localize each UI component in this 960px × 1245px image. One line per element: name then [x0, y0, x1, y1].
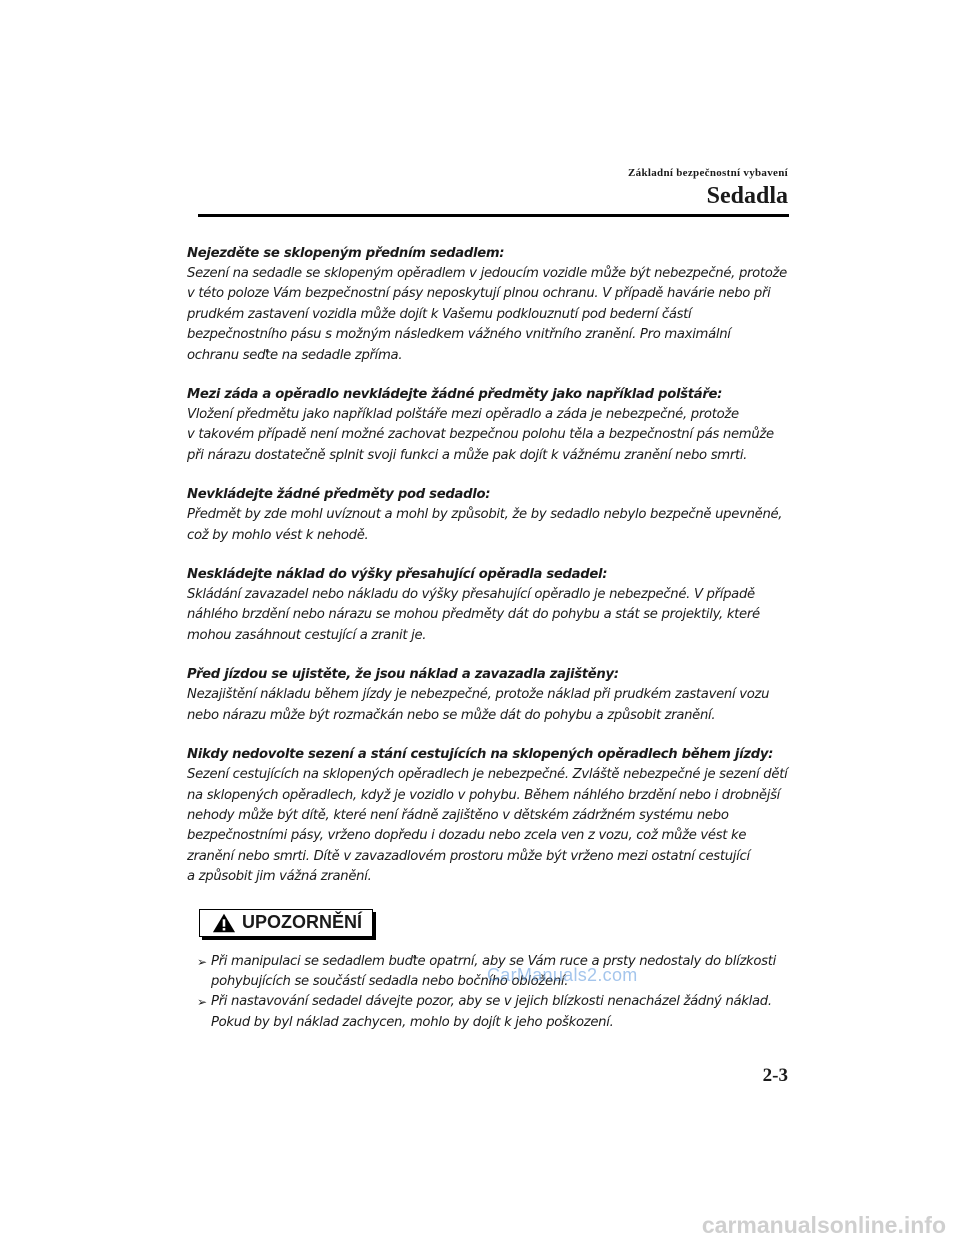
caution-bullet [197, 992, 797, 1012]
main-content [187, 244, 797, 1033]
warning-text-line: což by mohlo vést k nehodě. [187, 527, 369, 543]
watermark-overlay: CarManuals2.com [487, 965, 638, 985]
warning-text-line: mohou zasáhnout cestující a zranit je. [187, 627, 427, 643]
caution-bullet-text: Při manipulaci se sedadlem buďte opatrní, aby se Vám ruce a prsty nedostaly do blízkosti [211, 953, 776, 969]
warning-text-line: ochranu seďte na sedadle zpříma. [187, 347, 403, 363]
warning-text-line: v této poloze Vám bezpečnostní pásy neposkytují plnou ochranu. V případě havárie nebo při [187, 286, 771, 302]
warning-heading: Před jízdou se ujistěte, že jsou náklad a zavazadla zajištěny: [187, 667, 619, 683]
warning-text-line: na sklopených opěradlech, když je vozidlo v pohybu. Během náhlého brzdění nebo i drobnější [187, 787, 781, 803]
warning-text-line: prudkém zastavení vozidla může dojít k Vašemu podklouznutí pod bederní částí [187, 306, 692, 322]
warning-text-line: Vložení předmětu jako například polštáře mezi opěradlo a záda je nebezpečné, protože [187, 407, 739, 423]
warning-block [187, 385, 797, 466]
arrow-bullet-icon: ➢ [197, 995, 208, 1010]
caution-bullet-text: Při nastavování sedadel dávejte pozor, aby se v jejich blízkosti nenacházel žádný náklad. [211, 994, 772, 1010]
caution-label: UPOZORNĚNÍ [241, 912, 362, 933]
warning-text-line: nehody může být dítě, které není řádně zajištěno v dětském zádržném systému nebo [187, 807, 729, 823]
warning-heading: Nevkládejte žádné předměty pod sedadlo: [187, 487, 491, 503]
caution-bullet-text: pohybujících se součástí sedadla nebo bočního obložení. [211, 973, 569, 989]
warning-text-line: v takovém případě není možné zachovat bezpečnou polohu těla a bezpečnostní pás nemůže [187, 427, 774, 443]
page-title: Sedadla [706, 183, 788, 209]
warning-text-line: a způsobit jim vážná zranění. [187, 869, 372, 885]
arrow-bullet-icon: ➢ [197, 954, 208, 969]
warning-triangle-icon [212, 912, 236, 934]
warning-text-line: nebo nárazu může být rozmačkán nebo se může dát do pohybu a způsobit zranění. [187, 707, 716, 723]
caution-bullets [187, 952, 797, 1034]
warning-text-line: Skládání zavazadel nebo nákladu do výšky přesahující opěradlo je nebezpečné. V případě [187, 587, 755, 603]
warning-text-line: Sezení cestujících na sklopených opěradlech je nebezpečné. Zvláště nebezpečné je sezení dětí [187, 767, 788, 783]
warning-block [187, 665, 797, 726]
warning-text-line: bezpečnostního pásu s možným následkem vážného vnitřního zranění. Pro maximální [187, 327, 731, 343]
warning-block [187, 485, 797, 546]
warning-text-line: bezpečnostními pásy, vrženo dopředu i dozadu nebo zcela ven z vozu, což může vést ke [187, 828, 747, 844]
warning-block [187, 244, 797, 366]
warning-text-line: Sezení na sedadle se sklopeným opěradlem v jedoucím vozidle může být nebezpečné, protože [187, 266, 787, 281]
warning-heading: Neskládejte náklad do výšky přesahující opěradla sedadel: [187, 567, 608, 583]
warnings-list [187, 244, 797, 888]
page-number: 2-3 [762, 1065, 788, 1086]
caution-bullet-text: Pokud by byl náklad zachycen, mohlo by dojít k jeho poškození. [211, 1014, 614, 1030]
warning-heading: Mezi záda a opěradlo nevkládejte žádné předměty jako například polštáře: [187, 387, 723, 403]
warning-text-line: zranění nebo smrti. Dítě v zavazadlovém prostoru může být vrženo mezi ostatní cestující [187, 848, 750, 864]
section-subtitle: Základní bezpečnostní vybavení [628, 167, 788, 179]
warning-text-line: náhlého brzdění nebo nárazu se mohou předměty dát do pohybu a stát se projektily, které [187, 607, 760, 623]
header-divider [198, 214, 789, 217]
warning-block [187, 565, 797, 646]
caution-bullet-continuation [197, 1013, 797, 1033]
warning-text-line: Nezajištění nákladu během jízdy je nebezpečné, protože náklad při prudkém zastavení vozu [187, 687, 770, 703]
warning-heading: Nikdy nedovolte sezení a stání cestujících na sklopených opěradlech během jízdy: [187, 747, 774, 763]
caution-box [199, 909, 373, 937]
warning-text-line: při nárazu dostatečně splnit svoji funkci a může pak dojít k vážnému zranění nebo smrti. [187, 447, 748, 463]
warning-heading: Nejezděte se sklopeným předním sedadlem: [187, 246, 505, 261]
footer-watermark: carmanualsonline.info [701, 1212, 946, 1238]
warning-block [187, 745, 797, 887]
warning-text-line: Předmět by zde mohl uvíznout a mohl by způsobit, že by sedadlo nebylo bezpečně upevněné, [187, 507, 783, 523]
